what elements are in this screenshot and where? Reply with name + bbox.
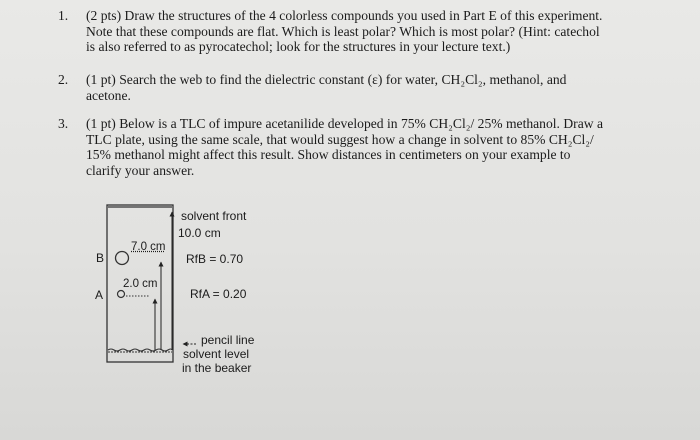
question-line: TLC plate, using the same scale, that would suggest how a change in solvent to 85% CH₂Cl₂/ [86,131,594,147]
question-line: (1 pt) Search the web to find the dielectric constant (ε) for water, CH₂Cl₂, methanol, and [86,72,567,87]
question-line: Note that these compounds are flat. Which is least polar? Which is most polar? (Hint: catechol [86,23,600,39]
pencil-line-label: pencil line [201,333,255,347]
rf-a-label: RfA = 0.20 [190,287,247,301]
solvent-level-label: solvent level [183,347,250,361]
spot-a [118,291,125,298]
spot-a-label: A [95,288,104,302]
question-number: 3. [58,116,69,131]
rf-b-label: RfB = 0.70 [186,252,244,266]
spot-a-distance-label: 2.0 cm [123,278,158,290]
front-distance-label: 10.0 cm [178,226,221,240]
spot-b [116,252,129,265]
question-line: is also referred to as pyrocatechol; look for the structures in your lecture text.) [86,39,511,55]
question-line: clarify your answer. [86,162,195,178]
solvent-level-line [108,349,172,351]
question-line: 15% methanol might affect this result. Show distances in centimeters on your example to [86,147,571,163]
question-line: (2 pts) Draw the structures of the 4 colorless compounds you used in Part E of this experiment. [86,8,603,23]
spot-b-label: B [96,251,105,265]
solvent-level-label-2: in the beaker [182,361,252,375]
question-number: 1. [58,8,69,23]
question-line: (1 pt) Below is a TLC of impure acetanilide developed in 75% CH₂Cl₂/ 25% methanol. Draw a [86,116,603,131]
spot-b-distance-label: 7.0 cm [131,241,166,253]
question-number: 2. [58,72,69,87]
question-line: acetone. [86,87,131,103]
solvent-front-label: solvent front [181,209,247,223]
